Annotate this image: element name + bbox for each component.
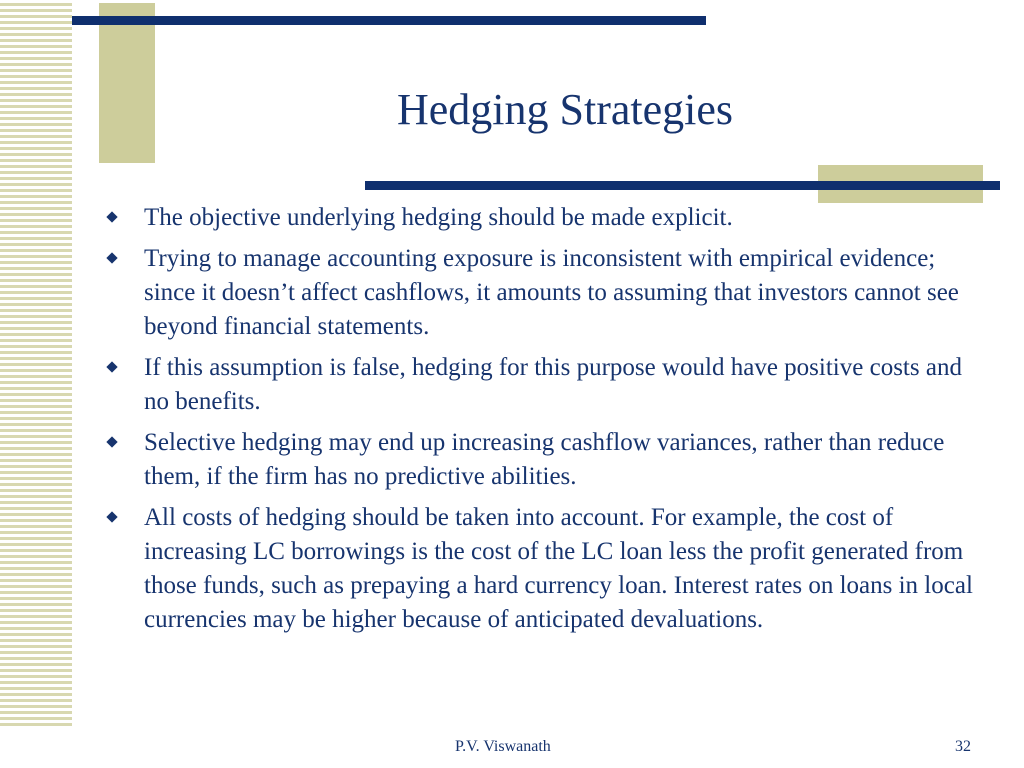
diamond-bullet-icon — [106, 361, 117, 372]
bullet-text: If this assumption is false, hedging for this purpose would have positive costs and no benefits. — [144, 354, 962, 415]
diamond-bullet-icon — [106, 252, 117, 263]
bullet-item — [108, 351, 988, 419]
footer-page-number: 32 — [955, 738, 971, 755]
bullet-text: All costs of hedging should be taken into account. For example, the cost of increasing LC borrowings is the cost of the LC loan less the profit generated from those funds, such as prepaying a hard currency loan. Interest rates on loans in local currencies may be higher because of anticipated devaluations. — [144, 504, 973, 633]
decorative-navy-bar-mid — [365, 181, 1000, 190]
bullet-text: The objective underlying hedging should be made explicit. — [144, 204, 733, 231]
bullet-item — [108, 242, 988, 344]
diamond-bullet-icon — [106, 511, 117, 522]
diamond-bullet-icon — [106, 211, 117, 222]
bullet-text: Selective hedging may end up increasing cashflow variances, rather than reduce them, if the firm has no predictive abilities. — [144, 429, 945, 490]
decorative-navy-bar-top — [72, 16, 706, 25]
footer-author: P.V. Viswanath — [455, 738, 551, 755]
bullet-item — [108, 201, 988, 235]
bullet-list — [108, 201, 988, 644]
bullet-text: Trying to manage accounting exposure is inconsistent with empirical evidence; since it doesn’t affect cashflows, it amounts to assuming that investors cannot see beyond financial statements. — [144, 245, 959, 340]
bullet-item — [108, 426, 988, 494]
diamond-bullet-icon — [106, 436, 117, 447]
slide-title: Hedging Strategies — [396, 85, 734, 134]
bullet-item — [108, 501, 988, 637]
decorative-tan-block-top — [99, 3, 155, 163]
decorative-stripes — [0, 0, 72, 728]
